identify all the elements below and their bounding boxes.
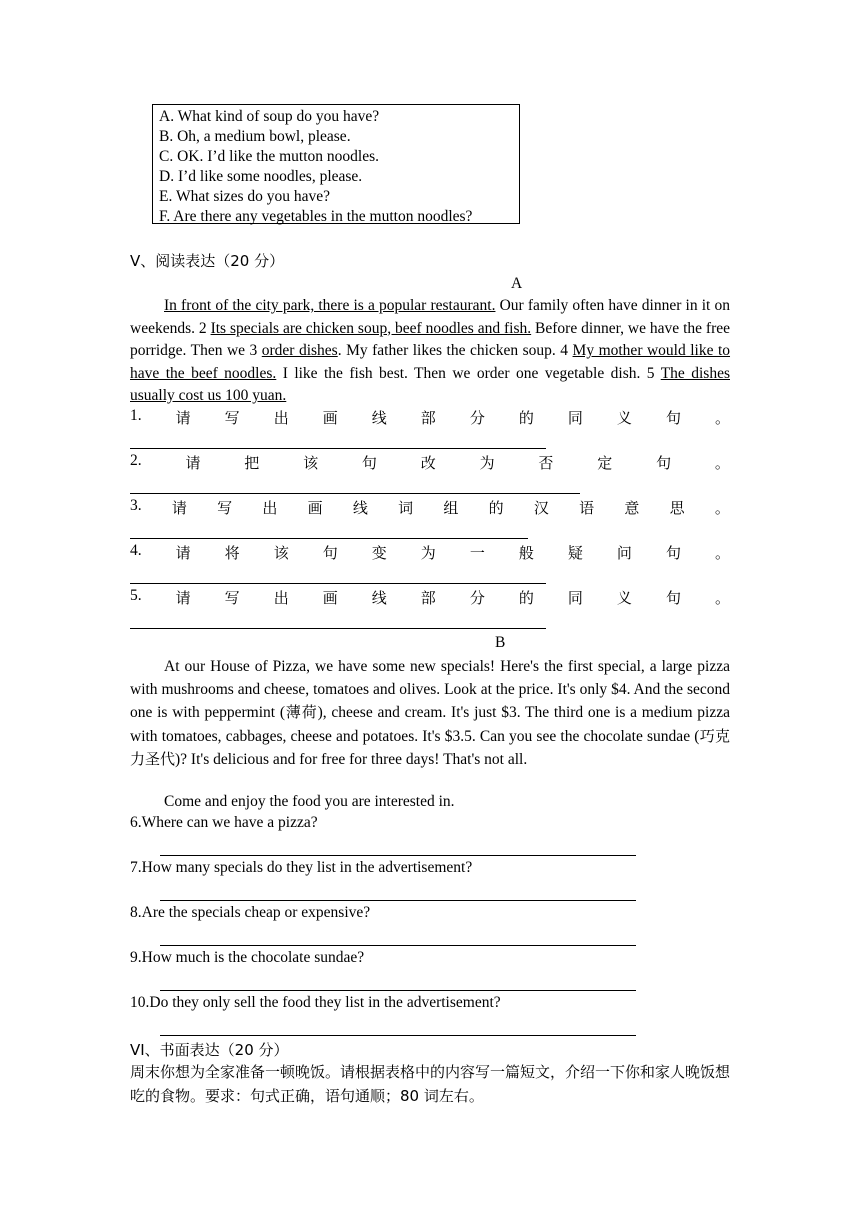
task-3-char: 的 (488, 499, 504, 517)
task-5-char: 画 (322, 589, 338, 607)
task-1-char: 线 (371, 409, 387, 427)
task-5-char: 部 (420, 589, 436, 607)
option-c: C. OK. I’d like the mutton noodles. (159, 148, 379, 165)
task-4-num: 4. (130, 542, 142, 559)
task-5-char: 。 (714, 589, 730, 607)
task-4-char: 问 (616, 544, 632, 562)
answer-line-8[interactable] (160, 945, 636, 946)
task-1-num: 1. (130, 407, 142, 424)
passage-b-label: B (495, 634, 506, 651)
task-5 (130, 587, 730, 608)
question-9: 9.How much is the chocolate sundae? (130, 949, 365, 966)
task-4-char: 为 (420, 544, 436, 562)
task-3-char: 请 (171, 499, 187, 517)
task-3-char: 意 (624, 499, 640, 517)
task-4-char: 疑 (567, 544, 583, 562)
answer-line-1[interactable] (130, 448, 546, 449)
question-10: 10.Do they only sell the food they list in the advertisement? (130, 994, 501, 1011)
passage-b-text-2: ), cheese and cream. It's just $3. The third one is a medium pizza with tomatoes, cabbages, cheese and potatoes. It's $3.5. Can you see the chocolate sundae ( (130, 704, 730, 745)
underline-4: My mother would like to have the beef noodles. (130, 342, 731, 382)
answer-line-2[interactable] (130, 493, 580, 494)
task-1 (130, 407, 730, 428)
task-3-char: 词 (398, 499, 414, 517)
task-4 (130, 542, 730, 563)
task-2-char: 请 (185, 454, 201, 472)
task-2-char: 为 (479, 454, 495, 472)
task-3-char: 组 (443, 499, 459, 517)
answer-line-9[interactable] (160, 990, 636, 991)
task-3-num: 3. (130, 497, 142, 514)
task-5-char: 写 (224, 589, 240, 607)
task-3-char: 画 (307, 499, 323, 517)
task-3-char: 线 (352, 499, 368, 517)
task-4-char: 将 (224, 544, 240, 562)
task-1-char: 同 (567, 409, 583, 427)
question-7: 7.How many specials do they list in the advertisement? (130, 859, 473, 876)
task-5-char: 同 (567, 589, 583, 607)
answer-line-3[interactable] (130, 538, 528, 539)
task-2-char: 把 (244, 454, 260, 472)
answer-line-7[interactable] (160, 900, 636, 901)
section-6-instructions: 周末你想为全家准备一顿晚饭。请根据表格中的内容写一篇短文，介绍一下你和家人晚饭想吃的食物。要求：句式正确，语句通顺；80 词左右。 (130, 1063, 731, 1105)
option-f: F. Are there any vegetables in the mutton noodles? (159, 208, 473, 225)
section-5-title: V、阅读表达（20 分） (130, 252, 285, 270)
task-4-char: 请 (175, 544, 191, 562)
option-e: E. What sizes do you have? (159, 188, 331, 205)
task-1-char: 请 (175, 409, 191, 427)
underline-3: order dishes (261, 342, 338, 359)
task-5-char: 线 (371, 589, 387, 607)
task-1-char: 部 (420, 409, 436, 427)
task-1-char: 义 (616, 409, 632, 427)
underline-2: Its specials are chicken soup, beef noodles and fish. (210, 319, 532, 337)
task-4-char: 。 (714, 544, 730, 562)
task-2-num: 2. (130, 452, 142, 469)
task-1-char: 出 (273, 409, 289, 427)
question-6: 6.Where can we have a pizza? (130, 814, 318, 831)
answer-line-5[interactable] (130, 628, 546, 629)
task-1-char: 写 (224, 409, 240, 427)
answer-line-4[interactable] (130, 583, 546, 584)
passage-a-text-2: Before dinner, we have the free porridge. Then we 3 (130, 319, 731, 359)
answer-line-10[interactable] (160, 1035, 636, 1036)
option-b: B. Oh, a medium bowl, please. (159, 128, 351, 145)
task-5-char: 分 (469, 589, 485, 607)
task-5-num: 5. (130, 587, 142, 604)
task-3-char: 汉 (533, 499, 549, 517)
passage-b-cn-2: 巧克力圣代 (130, 726, 730, 768)
task-1-char: 句 (665, 409, 681, 427)
task-4-char: 句 (322, 544, 338, 562)
task-5-char: 句 (665, 589, 681, 607)
passage-a-text-4: I like the fish best. Then we order one vegetable dish. 5 (276, 364, 661, 382)
task-2-char: 句 (656, 454, 672, 472)
task-2-char: 否 (538, 454, 554, 472)
underline-1: In front of the city park, there is a popular restaurant. (164, 297, 496, 314)
passage-a-text-1: Our family often have dinner in it on weekends. 2 (130, 297, 730, 337)
question-8: 8.Are the specials cheap or expensive? (130, 904, 371, 921)
task-2-char: 。 (714, 454, 730, 472)
passage-b-paragraph-2: Come and enjoy the food you are interested in. (164, 793, 455, 810)
passage-b-cn-1: 薄荷 (285, 703, 318, 721)
task-5-char: 义 (616, 589, 632, 607)
task-1-char: 的 (518, 409, 534, 427)
answer-line-6[interactable] (160, 855, 636, 856)
task-1-char: 分 (469, 409, 485, 427)
task-4-char: 般 (518, 544, 534, 562)
underline-5: The dishes usually cost us 100 yuan. (130, 364, 730, 404)
passage-a-label: A (511, 275, 523, 292)
task-4-char: 一 (469, 544, 485, 562)
task-3-char: 写 (217, 499, 233, 517)
task-2-char: 定 (597, 454, 613, 472)
task-2 (130, 452, 730, 473)
option-a: A. What kind of soup do you have? (159, 108, 380, 125)
passage-b-text-3: )? It's delicious and for free for three days! That's not all. (175, 751, 528, 768)
task-2-char: 该 (303, 454, 319, 472)
passage-b-text-1: At our House of Pizza, we have some new specials! Here's the first special, a large pizza with mushrooms and cheese, tomatoes and olives. Look at the price. It's only $4. And the second one is with peppermint ( (130, 658, 730, 721)
task-3 (130, 497, 730, 518)
passage-a (130, 295, 730, 408)
task-5-char: 出 (273, 589, 289, 607)
task-5-char: 的 (518, 589, 534, 607)
task-5-char: 请 (175, 589, 191, 607)
passage-a-text-3: . My father likes the chicken soup. 4 (337, 342, 573, 359)
task-1-char: 画 (322, 409, 338, 427)
task-3-char: 语 (579, 499, 595, 517)
task-3-char: 出 (262, 499, 278, 517)
section-6-title: VI、书面表达（20 分） (130, 1041, 289, 1059)
task-1-char: 。 (714, 409, 730, 427)
task-4-char: 该 (273, 544, 289, 562)
passage-b-paragraph-1 (130, 656, 730, 772)
option-d: D. I’d like some noodles, please. (159, 168, 363, 185)
options-box (152, 104, 520, 224)
task-2-char: 句 (361, 454, 377, 472)
task-2-char: 改 (420, 454, 436, 472)
task-4-char: 句 (665, 544, 681, 562)
task-3-char: 。 (714, 499, 730, 517)
task-4-char: 变 (371, 544, 387, 562)
task-3-char: 思 (669, 499, 685, 517)
